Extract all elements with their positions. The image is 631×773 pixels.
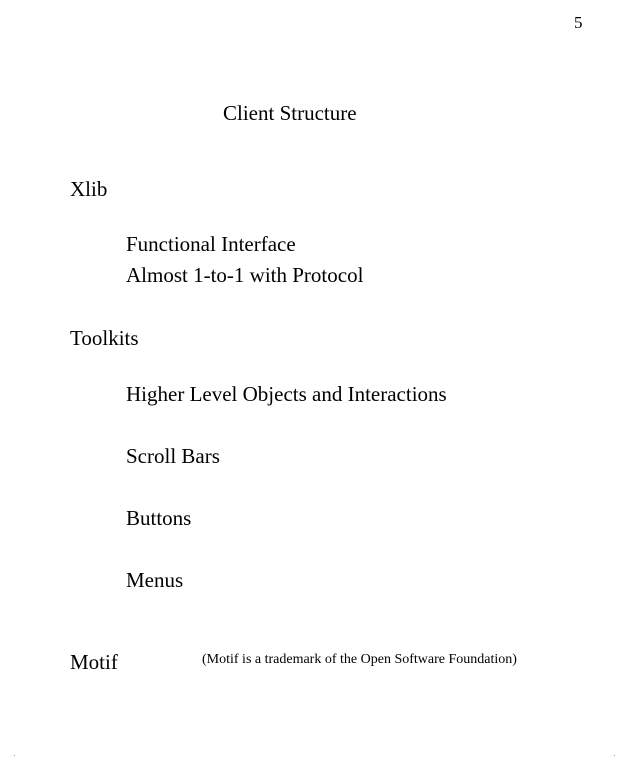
toolkits-item-buttons: Buttons [126, 506, 192, 530]
section-heading-xlib: Xlib [70, 177, 108, 201]
xlib-item-functional-interface: Functional Interface [126, 232, 296, 256]
page-title: Client Structure [223, 101, 357, 125]
section-heading-motif: Motif [70, 650, 118, 674]
toolkits-item-higher-level: Higher Level Objects and Interactions [126, 382, 447, 406]
toolkits-item-menus: Menus [126, 568, 184, 592]
xlib-item-protocol: Almost 1-to-1 with Protocol [126, 263, 364, 287]
corner-mark-left [14, 755, 15, 756]
motif-trademark-note: (Motif is a trademark of the Open Software Foundation) [202, 652, 517, 667]
toolkits-item-scroll-bars: Scroll Bars [126, 444, 220, 468]
section-heading-toolkits: Toolkits [70, 326, 139, 350]
corner-mark-right [614, 755, 615, 756]
page-number: 5 [574, 13, 583, 32]
